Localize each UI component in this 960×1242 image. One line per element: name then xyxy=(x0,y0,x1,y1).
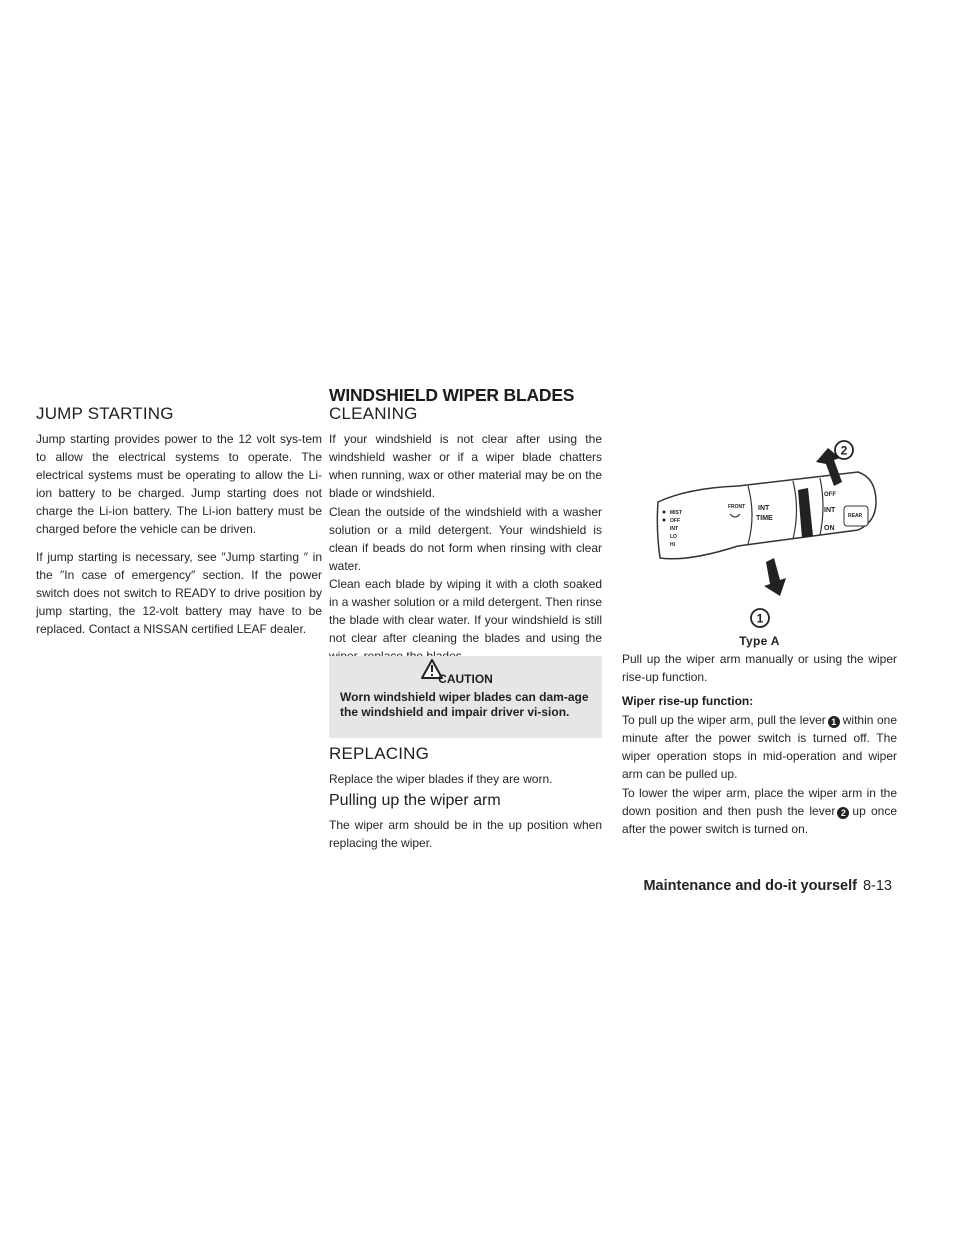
page-number: 8-13 xyxy=(862,878,892,894)
section-title: WINDSHIELD WIPER BLADES xyxy=(329,385,575,405)
caution-box xyxy=(329,656,602,738)
cleaning-paragraph-3: Clean each blade by wiping it with a cloth soaked in a washer solution or a mild detergent. Then rinse the blade with clear water. If your windshield is still not clear after cleaning the blades and using the xyxy=(329,577,602,645)
jump-starting-heading: JUMP STARTING xyxy=(36,404,174,423)
wiper-lever-illustration xyxy=(648,438,880,632)
caution-label: CAUTION xyxy=(438,672,493,686)
cleaning-heading: CLEANING xyxy=(329,404,418,423)
lever-label-front: FRONT xyxy=(728,504,746,510)
circled-1-icon: 1 xyxy=(828,716,840,728)
callout-2-number: 2 xyxy=(840,443,848,458)
caution-text: Worn windshield wiper blades can dam-age the windshield and impair driver vi-sion. xyxy=(340,690,589,719)
circled-2-icon: 2 xyxy=(837,807,849,819)
replacing-heading: REPLACING xyxy=(329,744,430,763)
pulling-up-heading: Pulling up the wiper arm xyxy=(329,792,501,809)
footer-title: Maintenance and do-it yourself xyxy=(643,878,857,894)
right-paragraph-2-end: within one minute after the power switch is turned off. The wiper operation stops in mid-operation and wiper arm can be pulled up. xyxy=(622,713,897,781)
cleaning-paragraph-2: Clean the outside of the windshield with a washer solution or a mild detergent. Your windshield is clean if beads do not form when rinsing with clear water. xyxy=(329,505,602,573)
wiper-lever-figure xyxy=(648,438,880,632)
callout-1-number: 1 xyxy=(756,611,764,626)
lever-label-rear: REAR xyxy=(848,513,863,519)
right-paragraph-3-end: up once after the power switch is turned on. xyxy=(622,804,897,836)
lever-label-int: INT xyxy=(670,526,679,532)
pulling-up-paragraph: The wiper arm should be in the up position when replacing the wiper. xyxy=(329,818,602,850)
right-paragraph-1: Pull up the wiper arm manually or using the wiper rise-up function. xyxy=(622,652,897,684)
lever-label-int-time-2: TIME xyxy=(756,515,773,522)
right-paragraph-2 xyxy=(622,711,897,783)
lever-label-off: OFF xyxy=(670,518,680,524)
lever-label-rear-off: OFF xyxy=(824,492,836,498)
page-footer xyxy=(643,878,892,894)
right-paragraph-2-start: To pull up the wiper arm, pull the lever xyxy=(622,713,826,727)
right-paragraph-3 xyxy=(622,784,897,838)
lever-label-mist: MIST xyxy=(670,510,682,516)
replacing-paragraph: Replace the wiper blades if they are worn. xyxy=(329,772,553,786)
jump-starting-paragraph-1: Jump starting provides power to the 12 volt sys-tem to allow the electrical systems to operate. The electrical systems must be operating to allow the Li-ion battery to be charged. Jump starting does not charge the Li-ion battery. The Li-ion battery must be charged before the vehicle can be driven. xyxy=(36,432,322,536)
lever-label-hi: HI xyxy=(670,542,675,548)
figure-caption: Type A xyxy=(739,634,780,648)
lever-label-int-time-1: INT xyxy=(758,505,770,512)
cleaning-paragraph-1: If your windshield is not clear after using the windshield washer or if a wiper blade chatters when running, wax or other material may be on the blade or windshield. xyxy=(329,432,602,500)
right-paragraph-3-start: To lower the wiper arm, place the wiper arm in the down position and then push the lever xyxy=(622,786,897,818)
lever-label-rear-int: INT xyxy=(824,507,836,514)
lever-label-lo: LO xyxy=(670,534,677,540)
jump-starting-paragraph-2: If jump starting is necessary, see ″Jump starting ″ in the ″In case of emergency″ section. If the power switch does not switch to READY to drive position by jump starting, the 12-volt battery may have to be replaced. Contact a NISSAN certified LEAF dealer. xyxy=(36,550,322,636)
rise-up-label: Wiper rise-up function: xyxy=(622,694,754,708)
lever-label-rear-on: ON xyxy=(824,525,835,532)
arrow-down-icon xyxy=(764,558,786,596)
